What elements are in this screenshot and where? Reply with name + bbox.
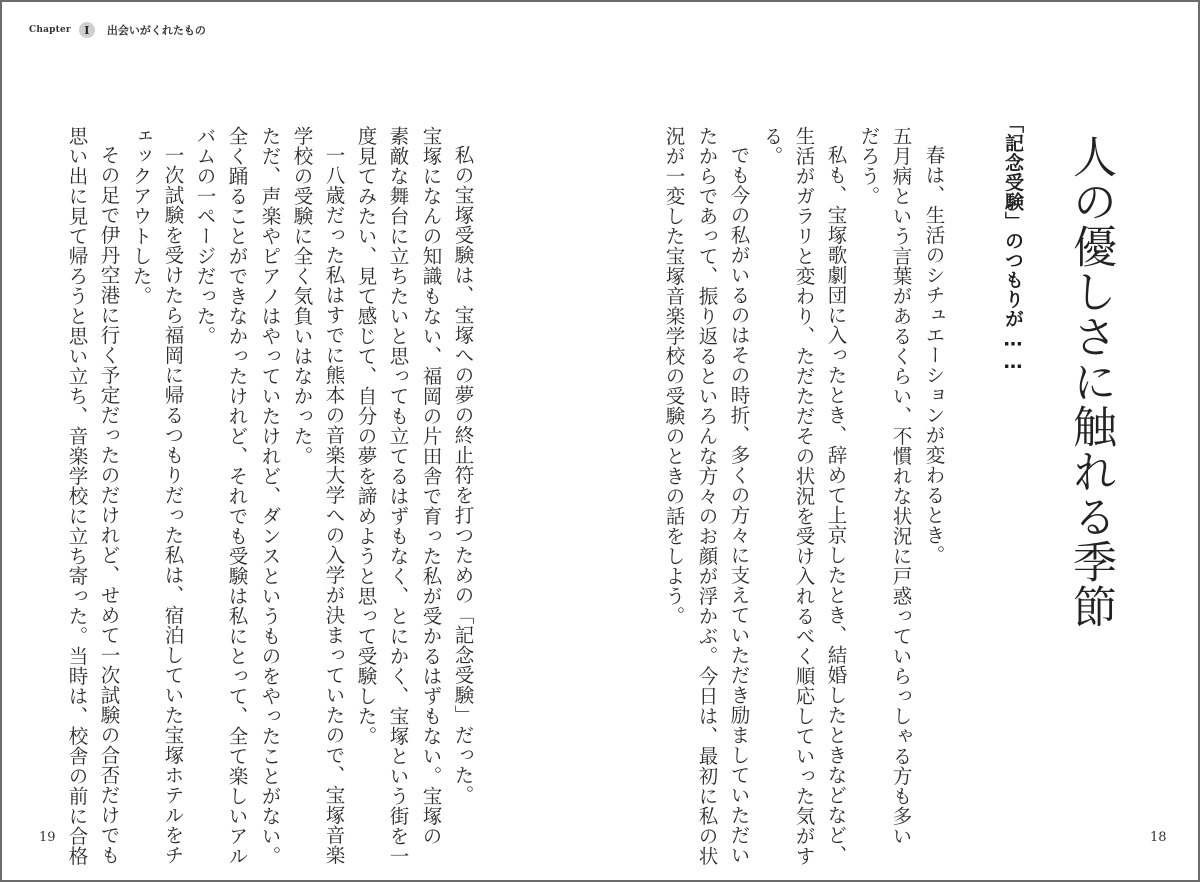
body-line: 春は、生活のシチュエーションが変わるとき。 — [922, 145, 946, 565]
body-line: 五月病という言葉があるくらい、不慣れな状況に戸惑っていらっしゃる方も多い — [889, 126, 913, 846]
section-title: 人の優しさに触れる季節 — [1065, 134, 1116, 629]
body-line: 度見てみたい、見て感じて、自分の夢を諦めようと思って受験した。 — [354, 126, 378, 746]
body-line: る。 — [760, 126, 784, 166]
book-spread — [2, 2, 1198, 880]
body-line: 思い出に見て帰ろうと思い立ち、音楽学校に立ち寄った。当時は、校舎の前に合格 — [65, 126, 89, 866]
body-line: だろう。 — [857, 126, 881, 206]
body-line: 一八歳だった私はすでに熊本の音楽大学への入学が決まっていたので、宝塚音楽 — [322, 145, 346, 865]
body-line: 一次試験を受けたら福岡に帰るつもりだった私は、宿泊していた宝塚ホテルをチ — [161, 145, 185, 865]
body-line: その足で伊丹空港に行く予定だったのだけれど、せめて一次試験の合否だけでも — [97, 145, 121, 865]
body-line: 私も、宝塚歌劇団に入ったとき、辞めて上京したとき、結婚したときなどなど、 — [824, 145, 848, 865]
body-line: ただ、声楽やピアノはやっていたけれど、ダンスというものをやったことがない。 — [258, 126, 282, 866]
body-line: たからであって、振り返るといろんな方々のお顔が浮かぶ。今日は、最初に私の状 — [695, 126, 719, 866]
body-line: でも今の私がいるのはその時折、多くの方々に支えていただき励ましていただい — [727, 145, 751, 865]
page-number-right: 18 — [1150, 830, 1167, 845]
chapter-title: 出会いがくれたもの — [106, 24, 206, 37]
body-line: 学校の受験に全く気負いはなかった。 — [290, 126, 314, 466]
body-line: 況が一変した宝塚音楽学校の受験のときの話をしよう。 — [662, 126, 686, 626]
chapter-label: Chapter — [29, 25, 71, 35]
body-line: 宝塚になんの知識もない、福岡の片田舎で育った私が受かるはずもない。宝塚の — [419, 126, 443, 846]
body-line: 生活がガラリと変わり、ただただその状況を受け入れるべく順応していった気がす — [792, 126, 816, 866]
running-head — [29, 22, 206, 38]
section-subtitle: 「記念受験」のつもりが…… — [1002, 114, 1024, 374]
chapter-number-badge: I — [79, 22, 95, 38]
body-line: バムの一ページだった。 — [193, 126, 217, 346]
body-line: 全く踊ることができなかったけれど、それでも受験は私にとって、全て楽しいアル — [225, 126, 249, 866]
body-line: 素敵な舞台に立ちたいと思っても立てるはずもなく、とにかく、宝塚という街を一 — [386, 126, 410, 866]
page-number-left: 19 — [39, 830, 56, 845]
body-line: 私の宝塚受験は、宝塚への夢の終止符を打つための「記念受験」だった。 — [451, 145, 475, 805]
body-line: ェックアウトした。 — [129, 126, 153, 306]
